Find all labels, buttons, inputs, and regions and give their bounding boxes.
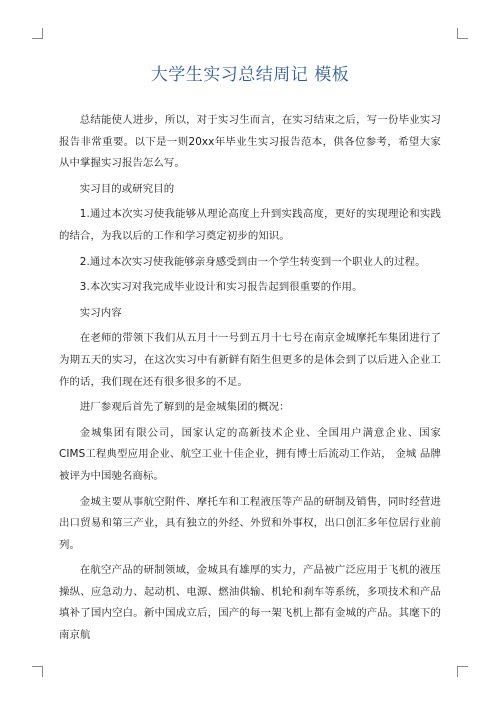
paragraph-purpose-3: 3.本次实习对我完成毕业设计和实习报告起到很重要的作用。 [79,281,363,294]
heading-purpose: 实习目的或研究目的 [79,182,175,195]
paragraph-purpose-2: 2.通过本次实习使我能够亲身感受到由一个学生转变到一个职业人的过程。 [79,255,426,268]
crop-mark-bottom-right [457,666,468,677]
paragraph-content-5: 在航空产品的研制领域，金城具有雄厚的实力，产品被广泛应用于飞机的液压操纵、应急动力、起动机、电源、燃油供输、机轮和刹车等系统，多项技术和产品填补了国内空白。新中国成立后，国产的每一架飞机上都有金城的产品。其麾下的南京航 [59,564,441,642]
crop-mark-bottom-left [32,666,43,677]
paragraph-content-2: 进厂参观后首先了解到的是金城集团的概况： [79,401,290,414]
crop-mark-top-left [32,28,43,39]
heading-content: 实习内容 [79,306,122,319]
page-title: 大学生实习总结周记 模板 [150,65,350,85]
crop-mark-top-right [457,28,468,39]
paragraph-content-1: 在老师的带领下我们从五月十一号到五月十七号在南京金城摩托车集团进行了为期五天的实习，在这次实习中有新鲜有陌生但更多的是体会到了以后进入企业工作的话，我们现在还有很多很多的不足。 [59,332,441,388]
paragraph-intro: 总结能使人进步，所以，对于实习生而言，在实习结束之后，写一份毕业实习报告非常重要。以下是一则20xx年毕业生实习报告范本，供各位参考，希望大家从中掌握实习报告怎么写。 [59,114,441,170]
document-body [59,110,441,651]
paragraph-purpose-1: 1.通过本次实习使我能够从理论高度上升到实践高度，更好的实现理论和实践的结合，为我以后的工作和学习奠定初步的知识。 [59,208,441,242]
paragraph-content-3: 金城集团有限公司，国家认定的高新技术企业、全国用户满意企业、国家CIMS工程典型应用企业、航空工业十佳企业，拥有博士后流动工作站， 金城 品牌被评为中国驰名商标。 [59,426,441,482]
paragraph-content-4: 金城主要从事航空附件、摩托车和工程液压等产品的研制及销售，同时经营进出口贸易和第三产业，具有独立的外经、外贸和外事权，出口创汇多年位居行业前列。 [59,495,441,551]
